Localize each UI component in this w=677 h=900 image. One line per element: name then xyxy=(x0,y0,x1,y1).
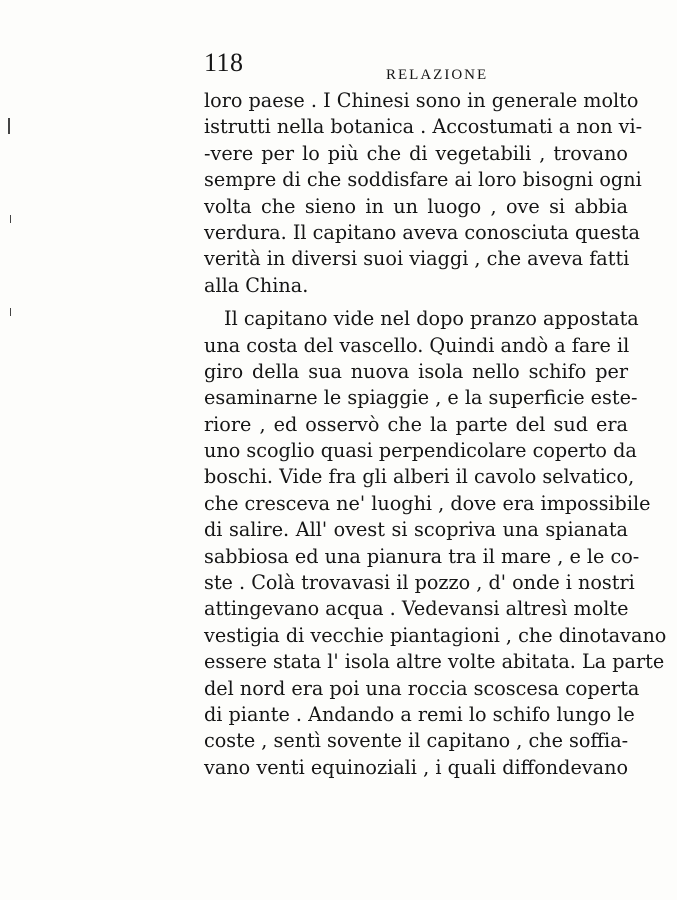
text-line: riore , ed osservò che la parte del sud era xyxy=(204,412,628,436)
running-title: RELAZIONE xyxy=(386,67,489,83)
text-line: coste , sentì sovente il capitano , che soffia- xyxy=(204,729,629,753)
body-text xyxy=(204,88,667,781)
page-number: 118 xyxy=(204,48,244,77)
text-line: essere stata l' isola altre volte abitata. La parte xyxy=(204,650,665,674)
text-line: vestigia di vecchie piantagioni , che dinotavano xyxy=(204,623,667,647)
text-line: una costa del vascello. Quindi andò a fare il xyxy=(204,333,630,357)
text-line: verdura. Il capitano aveva conosciuta questa xyxy=(204,220,640,244)
text-line: loro paese . I Chinesi sono in generale molto xyxy=(204,89,639,112)
text-line: -vere per lo più che di vegetabili , trovano xyxy=(204,141,628,165)
text-line: verità in diversi suoi viaggi , che aveva fatti xyxy=(204,247,630,271)
text-line: boschi. Vide fra gli alberi il cavolo selvatico, xyxy=(204,465,635,489)
text-line: esaminarne le spiaggie , e la superficie este- xyxy=(204,386,638,410)
page-edge-mark xyxy=(10,215,11,223)
text-line: di salire. All' ovest si scopriva una spianata xyxy=(204,518,628,542)
text-line: sabbiosa ed una pianura tra il mare , e le co- xyxy=(204,544,640,568)
text-line: attingevano acqua . Vedevansi altresì molte xyxy=(204,597,629,621)
text-line: istrutti nella botanica . Accostumati a non vi- xyxy=(204,115,643,139)
text-line: uno scoglio quasi perpendicolare coperto da xyxy=(204,439,637,463)
text-line: vano venti equinoziali , i quali diffondevano xyxy=(204,755,628,779)
text-line: giro della sua nuova isola nello schifo per xyxy=(204,359,628,383)
page-edge-mark xyxy=(10,308,11,316)
text-line: alla China. xyxy=(204,273,309,297)
paragraph-gap xyxy=(204,299,628,306)
text-line: Il capitano vide nel dopo pranzo appostata xyxy=(224,307,639,331)
text-line: di piante . Andando a remi lo schifo lungo le xyxy=(204,702,635,726)
text-line: volta che sieno in un luogo , ove si abbia xyxy=(204,194,628,218)
text-line: che cresceva ne' luoghi , dove era impossibile xyxy=(204,491,651,515)
text-line: sempre di che soddisfare ai loro bisogni ogni xyxy=(204,168,642,192)
text-line: ste . Colà trovavasi il pozzo , d' onde i nostri xyxy=(204,571,635,595)
text-line: del nord era poi una roccia scoscesa coperta xyxy=(204,676,640,700)
page-edge-mark xyxy=(8,118,10,134)
